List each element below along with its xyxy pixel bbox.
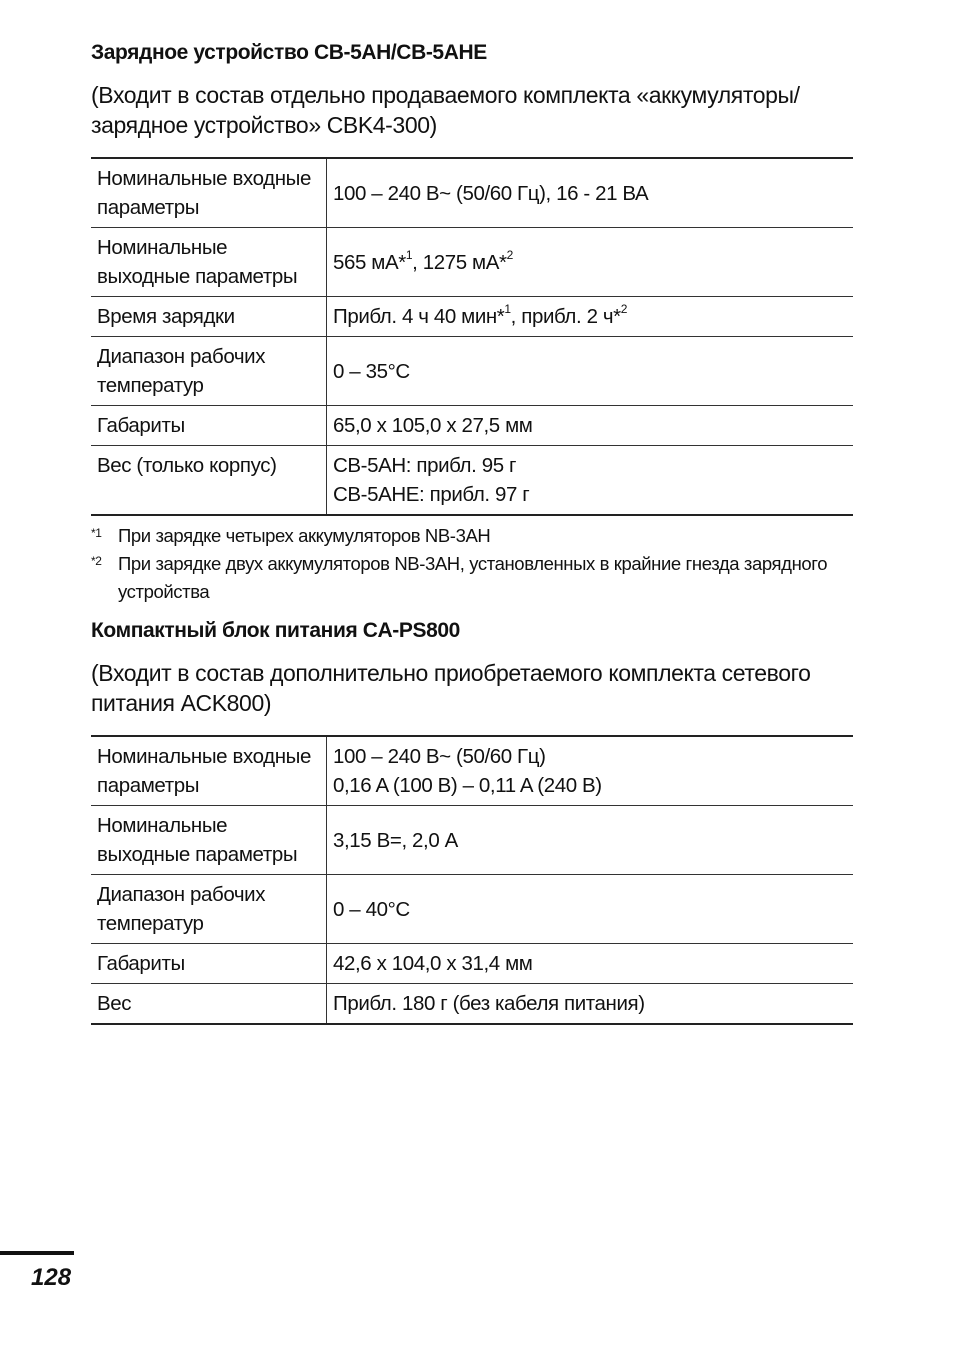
page-number: 128 xyxy=(31,1264,72,1291)
footnote-ref: 1 xyxy=(504,302,511,317)
table-row xyxy=(91,158,853,228)
spec-label: Номинальные входные параметры xyxy=(91,158,327,228)
footnote-text: При зарядке четырех аккумуляторов NB-3AH xyxy=(118,525,491,546)
table-row xyxy=(91,297,853,337)
footnote-mark: *2 xyxy=(91,554,102,568)
spec-value: 100 – 240 В~ (50/60 Гц), 16 - 21 ВА xyxy=(327,158,854,228)
footnotes xyxy=(91,522,853,606)
section-intro-power-adapter: (Входит в состав дополнительно приобретаемого комплекта сетевого питания ACK800) xyxy=(91,660,811,716)
spec-value: 565 мА*$^1$, 1275 мА*$^2$ xyxy=(327,228,854,297)
footnote-mark: *1 xyxy=(91,526,102,540)
spec-label: Габариты xyxy=(91,944,327,984)
table-row xyxy=(91,337,853,406)
table-row xyxy=(91,228,853,297)
spec-value: CB-5AH: прибл. 95 г CB-5AHE: прибл. 97 г xyxy=(333,454,530,506)
footnote-ref: 2 xyxy=(506,247,513,262)
spec-value: Прибл. 4 ч 40 мин*$^1$, прибл. 2 ч*$^2$ xyxy=(327,297,854,337)
table-row xyxy=(91,875,853,944)
spec-table-charger xyxy=(91,157,853,516)
spec-value: 0 – 40°C xyxy=(327,875,854,944)
spec-value: 65,0 x 105,0 x 27,5 мм xyxy=(327,406,854,446)
spec-value: 100 – 240 В~ (50/60 Гц) 0,16 A (100 В) – 0,11 A (240 В) xyxy=(327,736,854,806)
table-row xyxy=(91,736,853,806)
spec-value: Прибл. 180 г (без кабеля питания) xyxy=(333,992,645,1015)
footnote xyxy=(91,550,853,606)
section-title-charger: Зарядное устройство CB-5AH/CB-5AHE xyxy=(91,41,487,64)
footnote xyxy=(91,522,853,550)
spec-label: Габариты xyxy=(91,406,327,446)
table-row xyxy=(91,446,853,516)
spec-label: Номинальные входные параметры xyxy=(91,736,327,806)
spec-label: Номинальные выходные параметры xyxy=(91,806,327,875)
footnote-ref: 2 xyxy=(620,302,628,317)
table-row xyxy=(91,806,853,875)
page-number-rule xyxy=(0,1251,74,1255)
spec-label: Вес xyxy=(91,984,327,1025)
table-row xyxy=(91,944,853,984)
spec-label: Диапазон рабочих температур xyxy=(91,337,327,406)
section-title-power-adapter: Компактный блок питания CA-PS800 xyxy=(91,619,460,642)
spec-label: Вес (только корпус) xyxy=(91,446,327,516)
table-row xyxy=(91,984,853,1025)
table-row xyxy=(91,406,853,446)
section-intro-charger: (Входит в состав отдельно продаваемого комплекта «аккумуляторы/зарядное устройство» CBK4-300) xyxy=(91,82,800,138)
footnote-ref: 1 xyxy=(405,247,413,262)
spec-label: Диапазон рабочих температур xyxy=(91,875,327,944)
spec-value: 42,6 x 104,0 x 31,4 мм xyxy=(327,944,854,984)
spec-label: Время зарядки xyxy=(91,297,327,337)
footnote-text: При зарядке двух аккумуляторов NB-3AH, установленных в крайние гнезда зарядного устройства xyxy=(118,553,828,602)
spec-label: Номинальные выходные параметры xyxy=(91,228,327,297)
spec-table-power-adapter xyxy=(91,735,853,1025)
spec-value: 3,15 В=, 2,0 A xyxy=(327,806,854,875)
spec-value: 0 – 35°C xyxy=(327,337,854,406)
page-content xyxy=(91,38,853,1025)
